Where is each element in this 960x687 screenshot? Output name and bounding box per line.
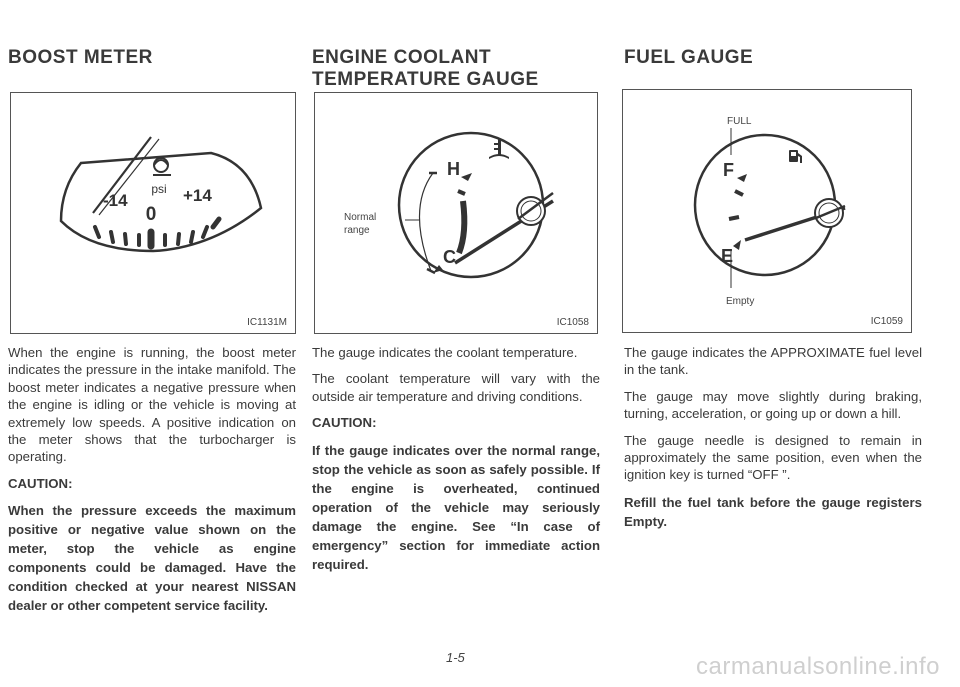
fuel-f-label: F bbox=[723, 160, 734, 180]
coolant-text bbox=[312, 344, 600, 574]
coolant-body-2: The coolant temperature will vary with the outside air temperature and driving conditions. bbox=[312, 371, 600, 404]
boost-zero-label: 0 bbox=[145, 204, 157, 225]
boost-caution-text: When the pressure exceeds the maximum positive or negative value shown on the meter, stop the vehicle as engine components could be damaged. Have the condition checked at your nearest NISSAN dealer or other competent service facility. bbox=[8, 503, 296, 614]
fuel-body-2: The gauge may move slightly during braking, turning, acceleration, or going up or down a hill. bbox=[624, 388, 922, 422]
fuel-text bbox=[624, 344, 922, 531]
coolant-body-1: The gauge indicates the coolant temperature. bbox=[312, 345, 578, 360]
boost-meter-heading: BOOST METER bbox=[8, 47, 153, 68]
page-number: 1-5 bbox=[446, 650, 465, 665]
coolant-caution-label: CAUTION: bbox=[312, 415, 377, 431]
coolant-heading bbox=[312, 47, 539, 91]
watermark: carmanualsonline.info bbox=[696, 653, 940, 680]
boost-meter-figure bbox=[10, 92, 296, 334]
coolant-h-label: H bbox=[447, 159, 460, 179]
boost-caution-label: CAUTION: bbox=[8, 475, 73, 491]
fuel-gauge-illustration bbox=[623, 90, 911, 332]
boost-text bbox=[8, 344, 296, 615]
fuel-heading: FUEL GAUGE bbox=[624, 47, 754, 68]
coolant-normal-label: Normal bbox=[344, 212, 377, 223]
boost-min-label: -14 bbox=[103, 191, 128, 210]
fuel-figure-code: IC1059 bbox=[870, 316, 903, 327]
fuel-figure bbox=[622, 89, 912, 333]
coolant-c-label: C bbox=[443, 247, 456, 267]
coolant-heading-line2: TEMPERATURE GAUGE bbox=[312, 69, 539, 90]
fuel-e-label: E bbox=[721, 246, 734, 266]
fuel-body-3: The gauge needle is designed to remain in approximately the same position, even when the ignition key is turned “OFF ”. bbox=[624, 432, 922, 483]
fuel-pump-icon bbox=[789, 150, 802, 163]
boost-figure-code: IC1131M bbox=[247, 317, 287, 328]
boost-gauge-illustration bbox=[11, 93, 295, 333]
turbo-icon bbox=[153, 158, 171, 175]
boost-max-label: +14 bbox=[183, 186, 212, 205]
coolant-figure bbox=[314, 92, 598, 334]
fuel-body-1: The gauge indicates the APPROXIMATE fuel level in the tank. bbox=[624, 345, 922, 378]
coolant-caution-text: If the gauge indicates over the normal range, stop the vehicle as soon as safely possible. If the engine is overheated, continued operation of the vehicle may seriously damage the engine. See “In case of emergency” section for immediate action required. bbox=[312, 442, 600, 572]
fuel-bold-text: Refill the fuel tank before the gauge registers Empty. bbox=[624, 494, 922, 529]
boost-unit-label: psi bbox=[151, 182, 167, 196]
coolant-gauge-illustration bbox=[315, 93, 597, 333]
fuel-full-label: FULL bbox=[727, 116, 752, 127]
fuel-empty-label: Empty bbox=[726, 296, 755, 307]
coolant-range-label: range bbox=[344, 225, 370, 236]
boost-body: When the engine is running, the boost meter indicates the pressure in the intake manifold. The boost meter indicates a negative pressure when the engine is idling or the vehicle is moving at extremely low speeds. A positive indication on the meter shows that the turbocharger is operating. bbox=[8, 345, 296, 465]
coolant-figure-code: IC1058 bbox=[556, 317, 589, 328]
coolant-heading-line1: ENGINE COOLANT bbox=[312, 47, 492, 68]
